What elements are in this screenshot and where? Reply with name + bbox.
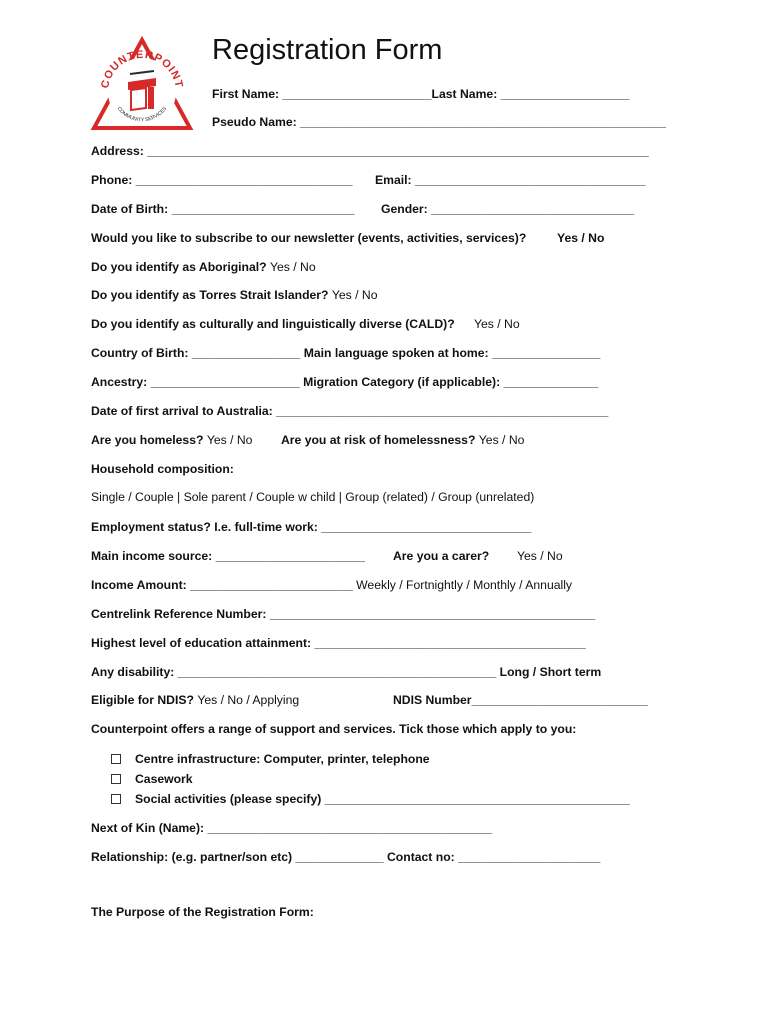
checkbox[interactable] (111, 774, 121, 784)
cald-answer[interactable]: Yes / No (474, 317, 520, 331)
relationship-contact-field[interactable]: Relationship: (e.g. partner/son etc) _____________ Contact no: _____________________ (91, 850, 601, 864)
email-field[interactable]: Email: __________________________________ (375, 173, 646, 187)
service-item-infrastructure[interactable] (111, 752, 430, 767)
cald-question: Do you identify as culturally and linguistically diverse (CALD)? (91, 317, 455, 331)
income-source-field[interactable]: Main income source: ______________________ (91, 549, 365, 563)
homeless-question: Are you homeless? (91, 433, 207, 447)
ancestry-migration-field[interactable]: Ancestry: ______________________ Migration Category (if applicable): ______________ (91, 375, 599, 389)
risk-answer[interactable]: Yes / No (478, 433, 525, 447)
arrival-date-field[interactable]: Date of first arrival to Australia: _________________________________________________ (91, 404, 609, 418)
household-options[interactable]: Single / Couple | Sole parent / Couple w child | Group (related) / Group (unrelated) (91, 490, 535, 504)
household-label: Household composition: (91, 462, 234, 476)
homeless-row (91, 433, 252, 448)
logo-top-text: COUNTERPOINT (99, 48, 185, 90)
ndis-number-field[interactable]: NDIS Number__________________________ (393, 693, 648, 707)
income-frequency[interactable]: Weekly / Fortnightly / Monthly / Annually (352, 578, 573, 592)
employment-field[interactable]: Employment status? I.e. full-time work: _______________________________ (91, 520, 532, 534)
checkbox[interactable] (111, 794, 121, 804)
tsi-answer[interactable]: Yes / No (331, 288, 378, 302)
risk-question: Are you at risk of homelessness? (281, 433, 479, 447)
education-field[interactable]: Highest level of education attainment: ________________________________________ (91, 636, 586, 650)
checkbox[interactable] (111, 754, 121, 764)
centrelink-field[interactable]: Centrelink Reference Number: ________________________________________________ (91, 607, 596, 621)
purpose-heading: The Purpose of the Registration Form: (91, 905, 314, 919)
newsletter-answer[interactable]: Yes / No (557, 231, 605, 245)
aboriginal-question: Do you identify as Aboriginal? (91, 260, 270, 274)
logo-bottom-text: COMMUNITY SERVICES (115, 105, 169, 124)
aboriginal-row (91, 260, 316, 275)
newsletter-question: Would you like to subscribe to our newsletter (events, activities, services)? (91, 231, 527, 245)
service-label: Casework (135, 772, 193, 786)
carer-question: Are you a carer? (393, 549, 490, 563)
carer-answer[interactable]: Yes / No (517, 549, 563, 563)
disability-field[interactable]: Any disability: _______________________________________________ Long / Short term (91, 665, 602, 679)
country-language-field[interactable]: Country of Birth: ________________ Main language spoken at home: ________________ (91, 346, 601, 360)
service-label: Centre infrastructure: Computer, printer, telephone (135, 752, 430, 766)
dob-field[interactable]: Date of Birth: ___________________________ (91, 202, 355, 216)
tsi-question: Do you identify as Torres Strait Islander? (91, 288, 332, 302)
risk-row (281, 433, 524, 448)
income-amount-field[interactable]: Income Amount: ________________________ (91, 578, 353, 592)
ndis-question: Eligible for NDIS? (91, 693, 198, 707)
income-amount-row (91, 578, 572, 593)
first-last-name-field[interactable]: First Name: ______________________Last Name: ___________________ (212, 87, 630, 101)
tsi-row (91, 288, 378, 303)
services-intro: Counterpoint offers a range of support and services. Tick those which apply to you: (91, 722, 577, 736)
service-item-social[interactable] (111, 792, 630, 807)
aboriginal-answer[interactable]: Yes / No (270, 260, 316, 274)
page-title: Registration Form (212, 34, 443, 66)
pseudo-name-field[interactable]: Pseudo Name: ______________________________________________________ (212, 115, 667, 129)
ndis-answer[interactable]: Yes / No / Applying (197, 693, 300, 707)
homeless-answer[interactable]: Yes / No (206, 433, 253, 447)
gender-field[interactable]: Gender: ______________________________ (381, 202, 635, 216)
phone-field[interactable]: Phone: ________________________________ (91, 173, 353, 187)
address-field[interactable]: Address: __________________________________________________________________________ (91, 144, 649, 158)
service-label: Social activities (please specify) _____________________________________________ (135, 792, 630, 806)
ndis-row (91, 693, 299, 708)
service-item-casework[interactable] (111, 772, 193, 787)
counterpoint-logo (90, 36, 194, 140)
next-of-kin-field[interactable]: Next of Kin (Name): __________________________________________ (91, 821, 493, 835)
